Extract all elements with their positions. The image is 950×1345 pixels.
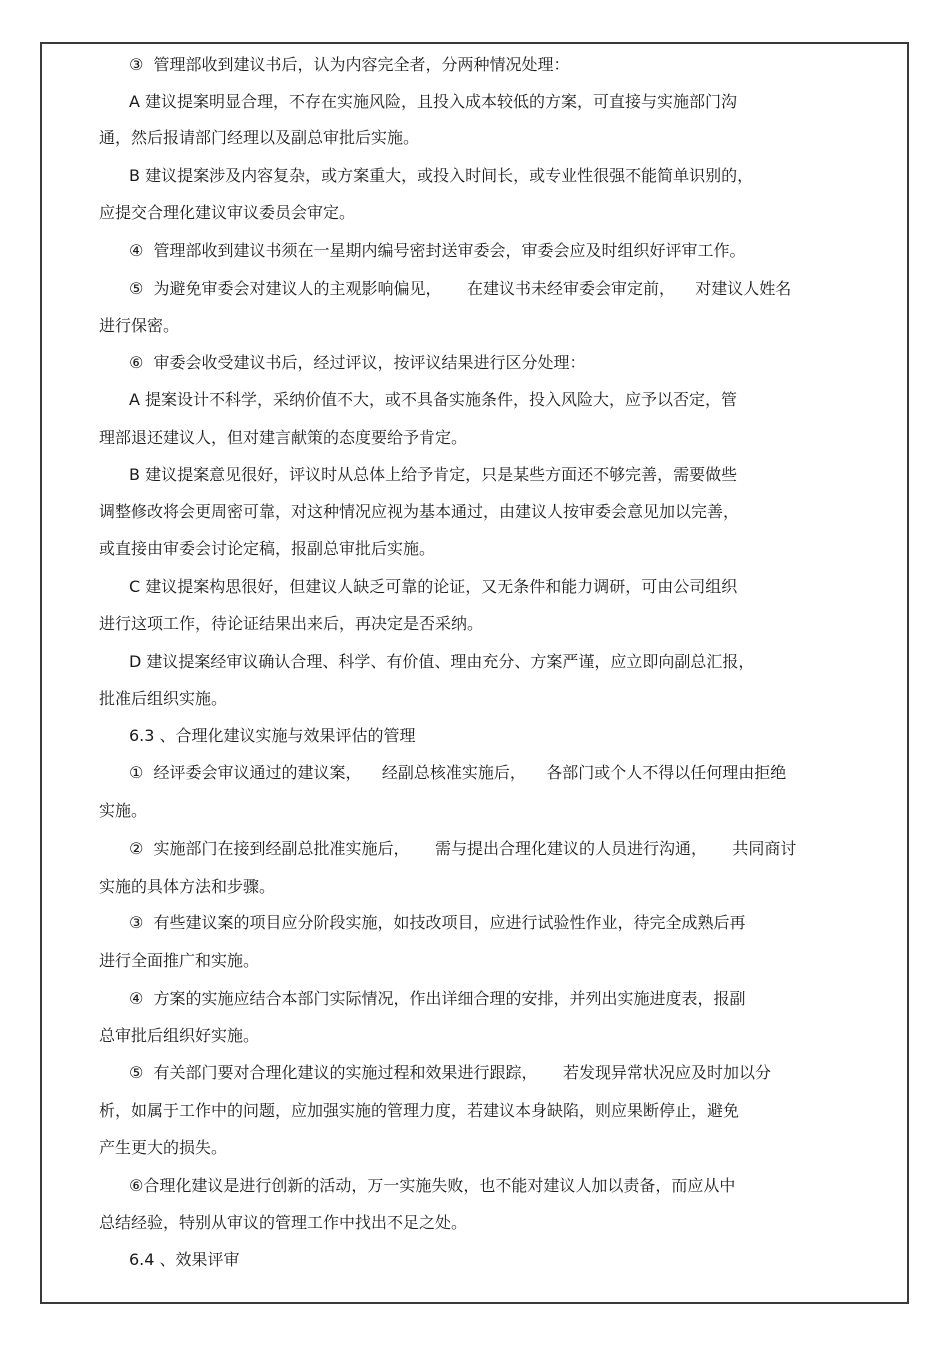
text-line: 调整修改将会更周密可靠，对这种情况应视为基本通过，由建议人按审委会意见加以完善，: [99, 502, 740, 521]
text-line: C 建议提案构思很好，但建议人缺乏可靠的论证，又无条件和能力调研，可由公司组织: [129, 577, 738, 596]
section-heading: 6.4 、效果评审: [129, 1250, 240, 1269]
text-line: ③ 管理部收到建议书后，认为内容完全者，分两种情况处理：: [129, 55, 570, 74]
text-line: D 建议提案经审议确认合理、科学、有价值、理由充分、方案严谨，应立即向副总汇报，: [129, 652, 755, 671]
text-line: B 建议提案涉及内容复杂，或方案重大，或投入时间长，或专业性很强不能简单识别的，: [129, 166, 754, 185]
text-line: ① 经评委会审议通过的建议案， 经副总核准实施后， 各部门或个人不得以任何理由拒绝: [129, 763, 787, 782]
text-line: ② 实施部门在接到经副总批准实施后， 需与提出合理化建议的人员进行沟通， 共同商讨: [129, 839, 797, 858]
text-line: 理部退还建议人，但对建言献策的态度要给予肯定。: [99, 428, 468, 447]
text-line: 进行保密。: [99, 316, 180, 335]
text-line: 实施。: [99, 801, 148, 820]
text-line: 应提交合理化建议审议委员会审定。: [99, 203, 356, 222]
text-line: 通，然后报请部门经理以及副总审批后实施。: [99, 128, 420, 147]
text-line: ⑥合理化建议是进行创新的活动，万一实施失败，也不能对建议人加以责备，而应从中: [129, 1176, 736, 1195]
text-line: 实施的具体方法和步骤。: [99, 877, 276, 896]
text-line: 总审批后组织好实施。: [99, 1026, 260, 1045]
text-line: 产生更大的损失。: [99, 1138, 228, 1157]
text-line: A 建议提案明显合理，不存在实施风险，且投入成本较低的方案，可直接与实施部门沟: [129, 92, 738, 111]
text-line: 析，如属于工作中的问题，应加强实施的管理力度，若建议本身缺陷，则应果断停止，避免: [99, 1101, 740, 1120]
text-line: ⑤ 为避免审委会对建议人的主观影响偏见， 在建议书未经审委会审定前， 对建议人姓名: [129, 279, 792, 298]
text-line: B 建议提案意见很好，评议时从总体上给予肯定，只是某些方面还不够完善，需要做些: [129, 465, 738, 484]
text-line: ⑥ 审委会收受建议书后，经过评议，按评议结果进行区分处理：: [129, 353, 586, 372]
text-line: 批准后组织实施。: [99, 689, 228, 708]
text-line: 总结经验，特别从审议的管理工作中找出不足之处。: [99, 1213, 468, 1232]
text-line: 进行全面推广和实施。: [99, 951, 260, 970]
text-line: ③ 有些建议案的项目应分阶段实施，如技改项目，应进行试验性作业，待完全成熟后再: [129, 913, 746, 932]
text-line: ⑤ 有关部门要对合理化建议的实施过程和效果进行跟踪， 若发现异常状况应及时加以分: [129, 1063, 771, 1082]
text-line: 进行这项工作，待论证结果出来后，再决定是否采纳。: [99, 614, 484, 633]
text-line: ④ 方案的实施应结合本部门实际情况，作出详细合理的安排，并列出实施进度表，报副: [129, 989, 746, 1008]
text-line: ④ 管理部收到建议书须在一星期内编号密封送审委会，审委会应及时组织好评审工作。: [129, 241, 746, 260]
section-heading: 6.3 、合理化建议实施与效果评估的管理: [129, 726, 416, 745]
text-line: A 提案设计不科学，采纳价值不大，或不具备实施条件，投入风险大，应予以否定，管: [129, 390, 738, 409]
text-line: 或直接由审委会讨论定稿，报副总审批后实施。: [99, 539, 436, 558]
